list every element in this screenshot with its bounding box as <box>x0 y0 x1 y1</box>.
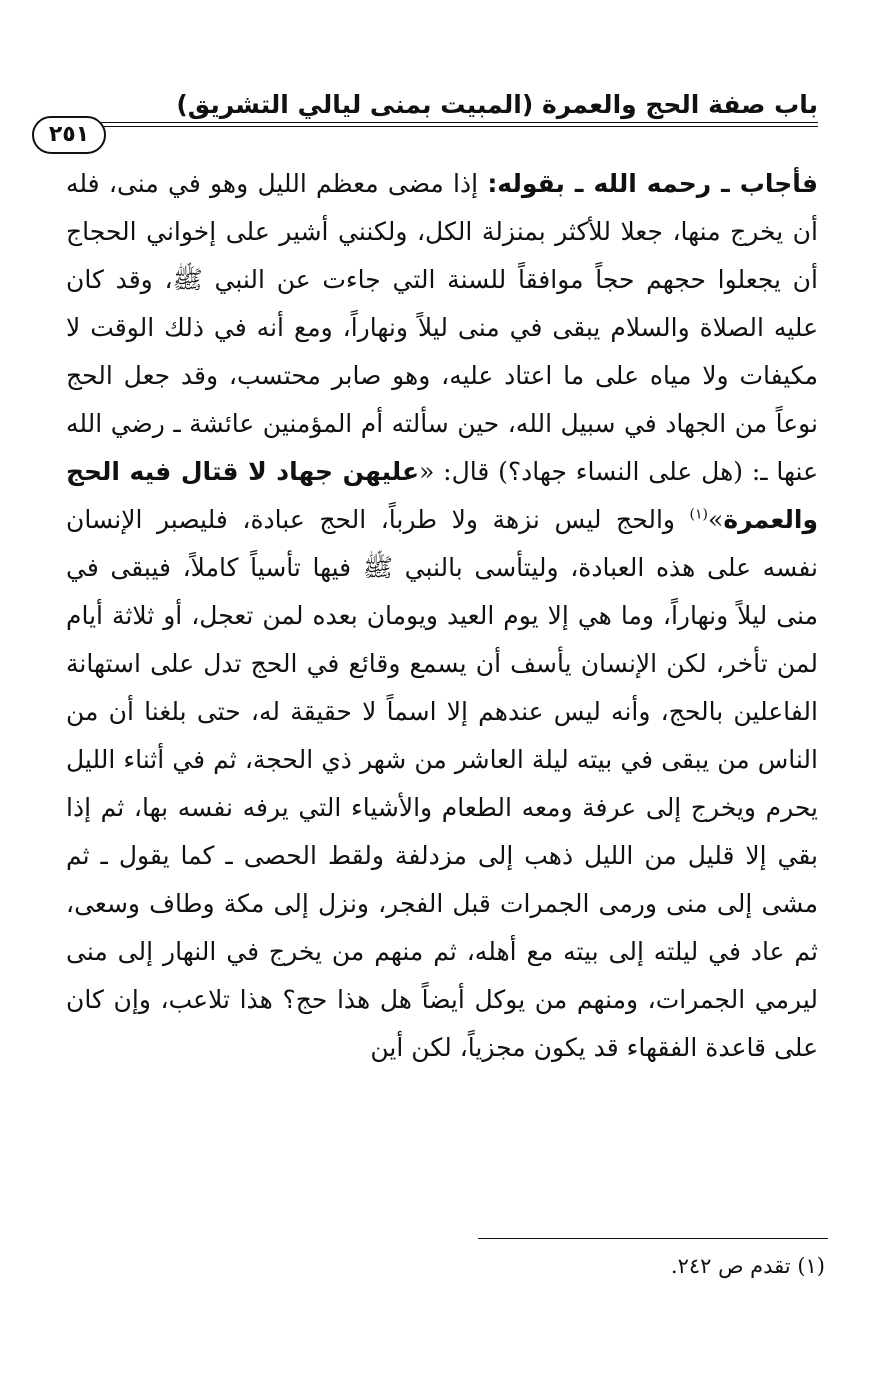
running-title: باب صفة الحج والعمرة (المبيت بمنى ليالي التشريق) <box>176 90 818 119</box>
footnote-separator <box>478 1238 828 1239</box>
answer-lead: فأجاب ـ رحمه الله ـ بقوله: <box>487 169 818 198</box>
page-number: ٢٥١ <box>32 116 106 154</box>
quote-close: » <box>708 505 724 534</box>
header-rule <box>100 122 818 123</box>
footnote-mark: (١) <box>689 506 709 523</box>
main-paragraph <box>66 160 818 1072</box>
text-part-2: والحج ليس نزهة ولا طرباً، الحج عبادة، فليصبر الإنسان نفسه على هذه العبادة، وليتأسى بالنبي ﷺ فيها تأسياً كاملاً، فيبقى في منى ليلاً ونهاراً، وما هي إلا يوم العيد ويومان بعده لمن تعجل، أو ثلاثة أيام لمن تأخر، لكن الإنسان يأسف أن يسمع وقائع في الحج تدل على استهانة الفاعلين بالحج، وأنه ليس عندهم إلا اسماً لا حقيقة له، حتى بلغنا أن من الناس من يبقى في بيته ليلة العاشر من شهر ذي الحجة، ثم في أثناء الليل يحرم ويخرج إلى عرفة ومعه الطعام والأشياء التي يرفه نفسه بها، ثم إذا بقي إلا قليل من الليل ذهب إلى مزدلفة ولقط الحصى ـ كما يقول ـ ثم مشى إلى منى ورمى الجمرات قبل الفجر، ونزل إلى مكة وطاف وسعى، ثم عاد في ليلته إلى بيته مع أهله، ثم منهم من يخرج في النهار إلى منى ليرمي الجمرات، ومنهم من يوكل أيضاً هل هذا حج؟ هذا تلاعب، وإن كان على قاعدة الفقهاء قد يكون مجزياً، لكن أين <box>66 505 818 1062</box>
main-text <box>66 160 818 1072</box>
hadith-quote: عليهن جهاد لا قتال فيه الحج والعمرة <box>66 457 818 534</box>
running-header <box>100 88 818 128</box>
text-part-1: إذا مضى معظم الليل وهو في منى، فله أن يخرج منها، جعلا للأكثر بمنزلة الكل، ولكنني أشير على إخواني الحجاج أن يجعلوا حجهم حجاً موافقاً للسنة التي جاءت عن النبي ﷺ، وقد كان عليه الصلاة والسلام يبقى في منى ليلاً ونهاراً، ومع أنه في ذلك الوقت لا مكيفات ولا مياه على ما اعتاد عليه، وهو صابر محتسب، وقد جعل الحج نوعاً من الجهاد في سبيل الله، حين سألته أم المؤمنين عائشة ـ رضي الله عنها ـ: (هل على النساء جهاد؟) قال: « <box>66 169 818 486</box>
header-rule-double <box>100 126 818 127</box>
footnote: (١) تقدم ص ٢٤٢. <box>670 1254 825 1278</box>
